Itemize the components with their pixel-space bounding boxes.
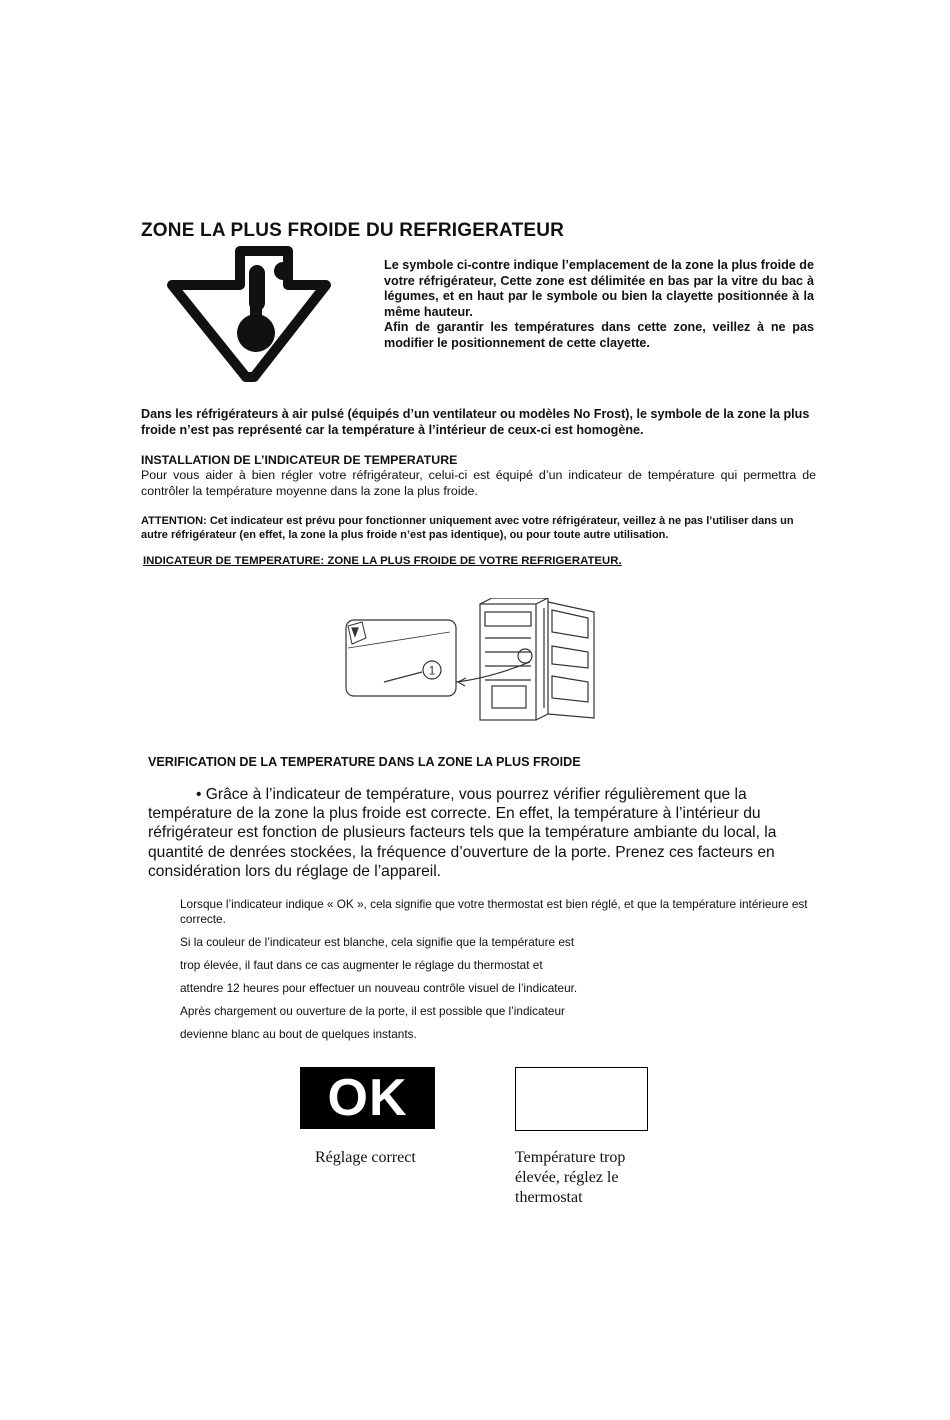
intro-paragraph-2: Afin de garantir les températures dans cette zone, veillez à ne pas modifier le positionnement de cette clayette. (384, 320, 814, 350)
caption-white: Température trop élevée, réglez le thermostat (515, 1149, 626, 1206)
verification-heading: VERIFICATION DE LA TEMPERATURE DANS LA ZONE LA PLUS FROIDE (148, 755, 581, 769)
verification-paragraph: • Grâce à l’indicateur de température, vous pourrez vérifier régulièrement que la température de la zone la plus froide est correcte. En effet, la température à l’intérieur du réfrigérateur est fonction de plusieurs facteurs tels que la température ambiante du local, la quantité de denrées stockées, la fréquence d’ouverture de la porte. Prenez ces facteurs en considération lors du réglage de l’appareil. (148, 786, 777, 880)
note-ok: Lorsque l’indicateur indique « OK », cela signifie que votre thermostat est bien réglé, et que la température intérieure est correcte. (180, 897, 808, 926)
ok-label: OK (327, 1069, 408, 1127)
note-white-3: attendre 12 heures pour effectuer un nouveau contrôle visuel de l’indicateur. (180, 981, 578, 995)
note-white-1: Si la couleur de l’indicateur est blanche, cela signifie que la température est (180, 935, 575, 949)
note-after-1: Après chargement ou ouverture de la porte, il est possible que l’indicateur (180, 1004, 565, 1018)
note-white-2: trop élevée, il faut dans ce cas augmenter le réglage du thermostat et (180, 958, 543, 972)
intro-text (384, 258, 814, 352)
ok-indicator (300, 1067, 435, 1129)
attention-note: ATTENTION: Cet indicateur est prévu pour fonctionner uniquement avec votre réfrigérateur, veillez à ne pas l’utiliser dans un autre réfrigérateur (en effet, la zone la plus froide n’est pas identique), ou pour toute autre utilisation. (141, 515, 794, 541)
indicator-heading: INDICATEUR DE TEMPERATURE: ZONE LA PLUS FROIDE DE VOTRE REFRIGERATEUR. (143, 555, 622, 567)
installation-heading: INSTALLATION DE L’INDICATEUR DE TEMPERATURE (141, 453, 458, 467)
installation-body: Pour vous aider à bien régler votre réfrigérateur, celui-ci est équipé d’un indicateur de température qui permettra de contrôler la température moyenne dans la zone la plus froide. (141, 468, 816, 498)
note-after-2: devienne blanc au bout de quelques instants. (180, 1027, 417, 1041)
verification-body (148, 785, 808, 881)
nofrost-note: Dans les réfrigérateurs à air pulsé (équipés d’un ventilateur ou modèles No Frost), le symbole de la zone la plus froide n’est pas représenté car la température à l’intérieur de ceux-ci est homogène. (141, 407, 810, 437)
fridge-illustration (340, 598, 625, 728)
page-title: ZONE LA PLUS FROIDE DU REFRIGERATEUR (141, 220, 565, 241)
coldest-zone-symbol-icon (166, 245, 334, 383)
white-indicator (515, 1067, 648, 1131)
callout-number: 1 (428, 663, 436, 678)
intro-paragraph-1: Le symbole ci-contre indique l’emplacement de la zone la plus froide de votre réfrigérateur, Cette zone est délimitée en bas par la vitre du bac à légumes, et en haut par le symbole ou bien la clayette positionnée à la même hauteur. (384, 258, 814, 319)
caption-ok: Réglage correct (315, 1149, 416, 1166)
